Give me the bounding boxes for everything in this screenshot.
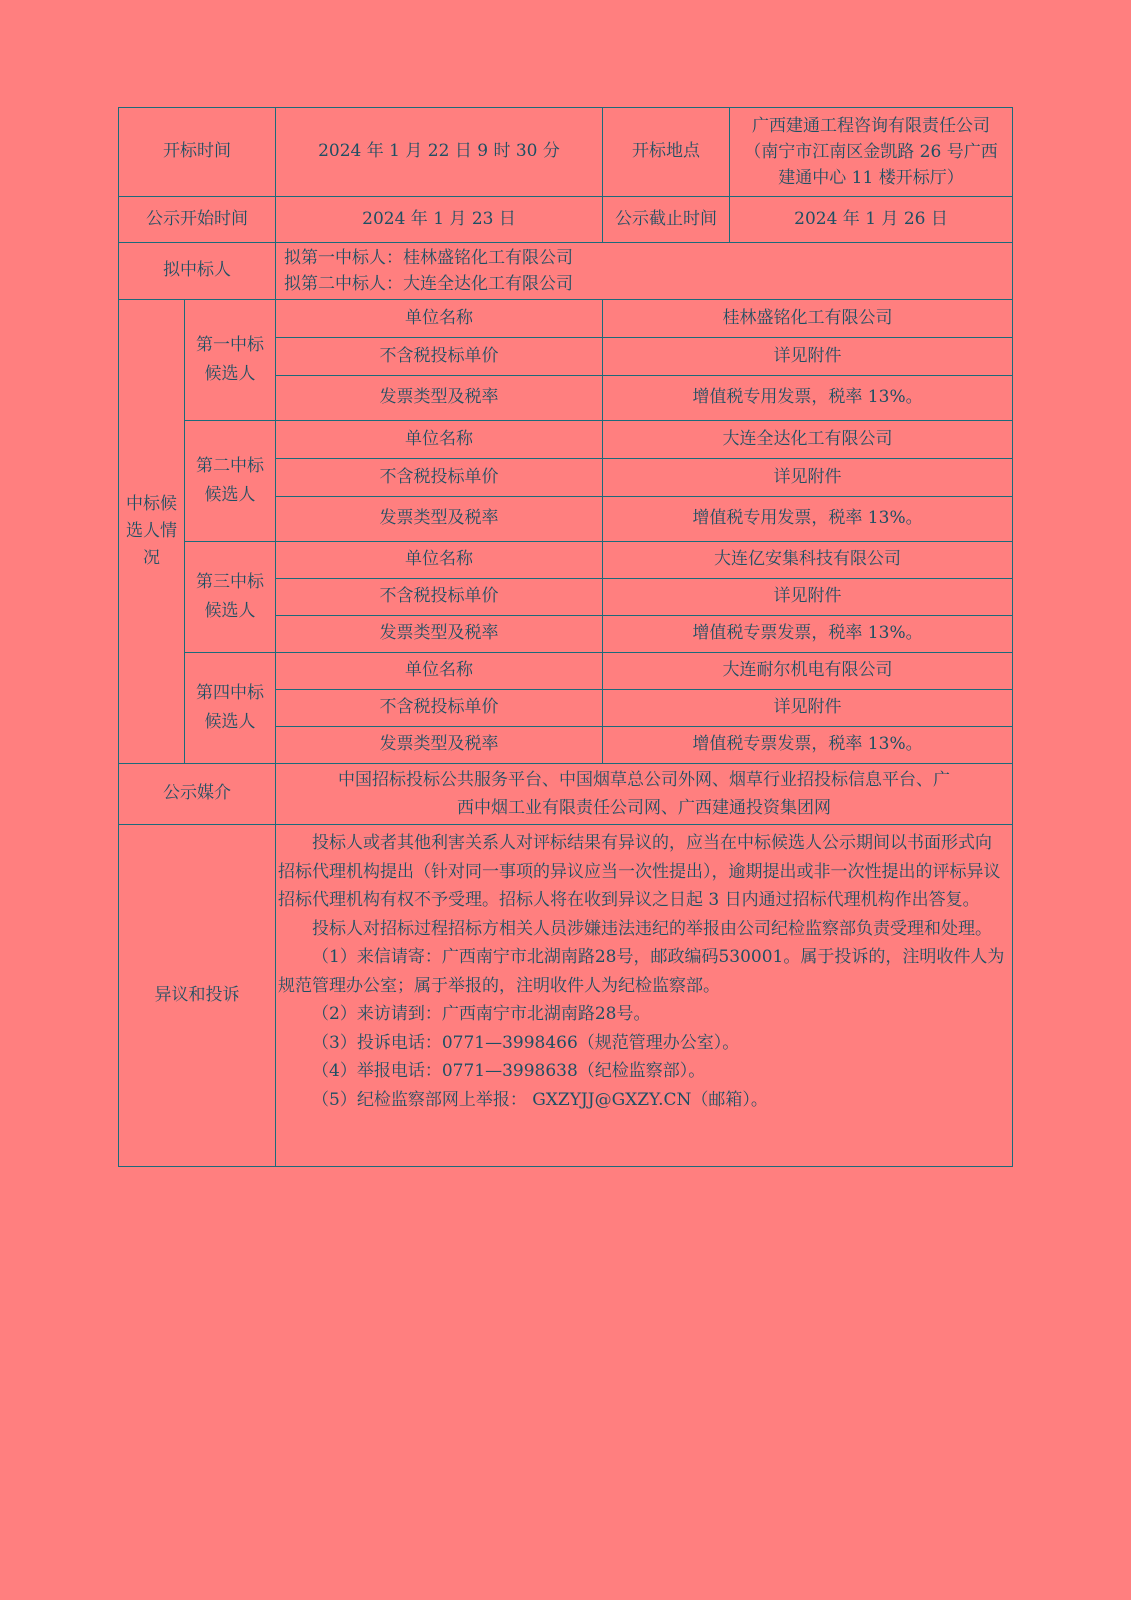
media-value <box>276 764 1013 825</box>
candidate-1-invoice: 增值税专用发票，税率 13%。 <box>603 376 1013 421</box>
bid-result-table <box>118 107 1013 1167</box>
candidates-section-label: 中标候选人情况 <box>119 300 185 764</box>
candidate-3-name: 大连亿安集科技有限公司 <box>603 542 1013 579</box>
publicity-start-label: 公示开始时间 <box>119 197 276 243</box>
candidate-4-rank: 第四中标候选人 <box>185 653 276 764</box>
media-label: 公示媒介 <box>119 764 276 825</box>
winner-first: 拟第一中标人：桂林盛铭化工有限公司 <box>284 248 573 268</box>
candidate-3-invoice-label: 发票类型及税率 <box>276 616 603 653</box>
opening-place-value: 广西建通工程咨询有限责任公司（南宁市江南区金凯路 26 号广西建通中心 11 楼开标厅） <box>730 108 1013 197</box>
objection-item-1: （1）来信请寄：广西南宁市北湖南路28号，邮政编码530001。属于投诉的，注明收件人为规范管理办公室；属于举报的，注明收件人为纪检监察部。 <box>278 947 1005 996</box>
objection-label: 异议和投诉 <box>119 825 276 1167</box>
opening-place-label: 开标地点 <box>603 108 730 197</box>
candidate-3-name-row <box>119 542 1013 579</box>
opening-time-value: 2024 年 1 月 22 日 9 时 30 分 <box>276 108 603 197</box>
candidate-1-price-label: 不含税投标单价 <box>276 338 603 376</box>
media-line-1: 中国招标投标公共服务平台、中国烟草总公司外网、烟草行业招投标信息平台、广 <box>338 770 950 790</box>
candidate-2-price: 详见附件 <box>603 459 1013 497</box>
winner-label: 拟中标人 <box>119 243 276 300</box>
candidate-2-invoice: 增值税专用发票，税率 13%。 <box>603 497 1013 542</box>
publicity-row <box>119 197 1013 243</box>
candidate-2-name: 大连全达化工有限公司 <box>603 421 1013 459</box>
candidate-3-price: 详见附件 <box>603 579 1013 616</box>
objection-row <box>119 825 1013 1167</box>
candidate-4-name-row <box>119 653 1013 690</box>
objection-paragraph-1: 投标人或者其他利害关系人对评标结果有异议的，应当在中标候选人公示期间以书面形式向招标代理机构提出（针对同一事项的异议应当一次性提出），逾期提出或非一次性提出的评标异议招标代理机构有权不予受理。招标人将在收到异议之日起 3 日内通过招标代理机构作出答复。 <box>278 833 1001 910</box>
candidate-1-name-row <box>119 300 1013 338</box>
opening-row <box>119 108 1013 197</box>
winner-row <box>119 243 1013 300</box>
candidate-4-invoice: 增值税专票发票，税率 13%。 <box>603 727 1013 764</box>
candidate-1-name-label: 单位名称 <box>276 300 603 338</box>
publicity-end-label: 公示截止时间 <box>603 197 730 243</box>
candidate-3-invoice: 增值税专票发票，税率 13%。 <box>603 616 1013 653</box>
candidate-3-name-label: 单位名称 <box>276 542 603 579</box>
candidate-2-name-row <box>119 421 1013 459</box>
candidate-1-price: 详见附件 <box>603 338 1013 376</box>
candidate-3-rank: 第三中标候选人 <box>185 542 276 653</box>
candidate-4-price-label: 不含税投标单价 <box>276 690 603 727</box>
candidate-4-price: 详见附件 <box>603 690 1013 727</box>
publicity-end-value: 2024 年 1 月 26 日 <box>730 197 1013 243</box>
objection-paragraph-2: 投标人对招标过程招标方相关人员涉嫌违法违纪的举报由公司纪检监察部负责受理和处理。 <box>312 918 992 939</box>
candidate-2-price-label: 不含税投标单价 <box>276 459 603 497</box>
objection-item-3: （3）投诉电话：0771—3998466（规范管理办公室）。 <box>312 1032 740 1053</box>
opening-time-label: 开标时间 <box>119 108 276 197</box>
winner-names <box>276 243 1013 300</box>
objection-item-4: （4）举报电话：0771—3998638（纪检监察部）。 <box>312 1061 706 1081</box>
candidate-1-invoice-label: 发票类型及税率 <box>276 376 603 421</box>
media-row <box>119 764 1013 825</box>
candidate-2-invoice-label: 发票类型及税率 <box>276 497 603 542</box>
candidate-3-price-label: 不含税投标单价 <box>276 579 603 616</box>
objection-item-2: （2）来访请到：广西南宁市北湖南路28号。 <box>312 1004 651 1024</box>
publicity-start-value: 2024 年 1 月 23 日 <box>276 197 603 243</box>
candidate-1-name: 桂林盛铭化工有限公司 <box>603 300 1013 338</box>
media-line-2: 西中烟工业有限责任公司网、广西建通投资集团网 <box>457 798 831 818</box>
candidate-2-name-label: 单位名称 <box>276 421 603 459</box>
candidate-4-name: 大连耐尔机电有限公司 <box>603 653 1013 690</box>
candidate-1-rank: 第一中标候选人 <box>185 300 276 421</box>
winner-second: 拟第二中标人：大连全达化工有限公司 <box>284 274 573 294</box>
objection-content <box>276 825 1013 1167</box>
candidate-4-name-label: 单位名称 <box>276 653 603 690</box>
candidate-4-invoice-label: 发票类型及税率 <box>276 727 603 764</box>
candidate-2-rank: 第二中标候选人 <box>185 421 276 542</box>
objection-item-5: （5）纪检监察部网上举报： GXZYJJ@GXZY.CN（邮箱）。 <box>312 1089 768 1110</box>
